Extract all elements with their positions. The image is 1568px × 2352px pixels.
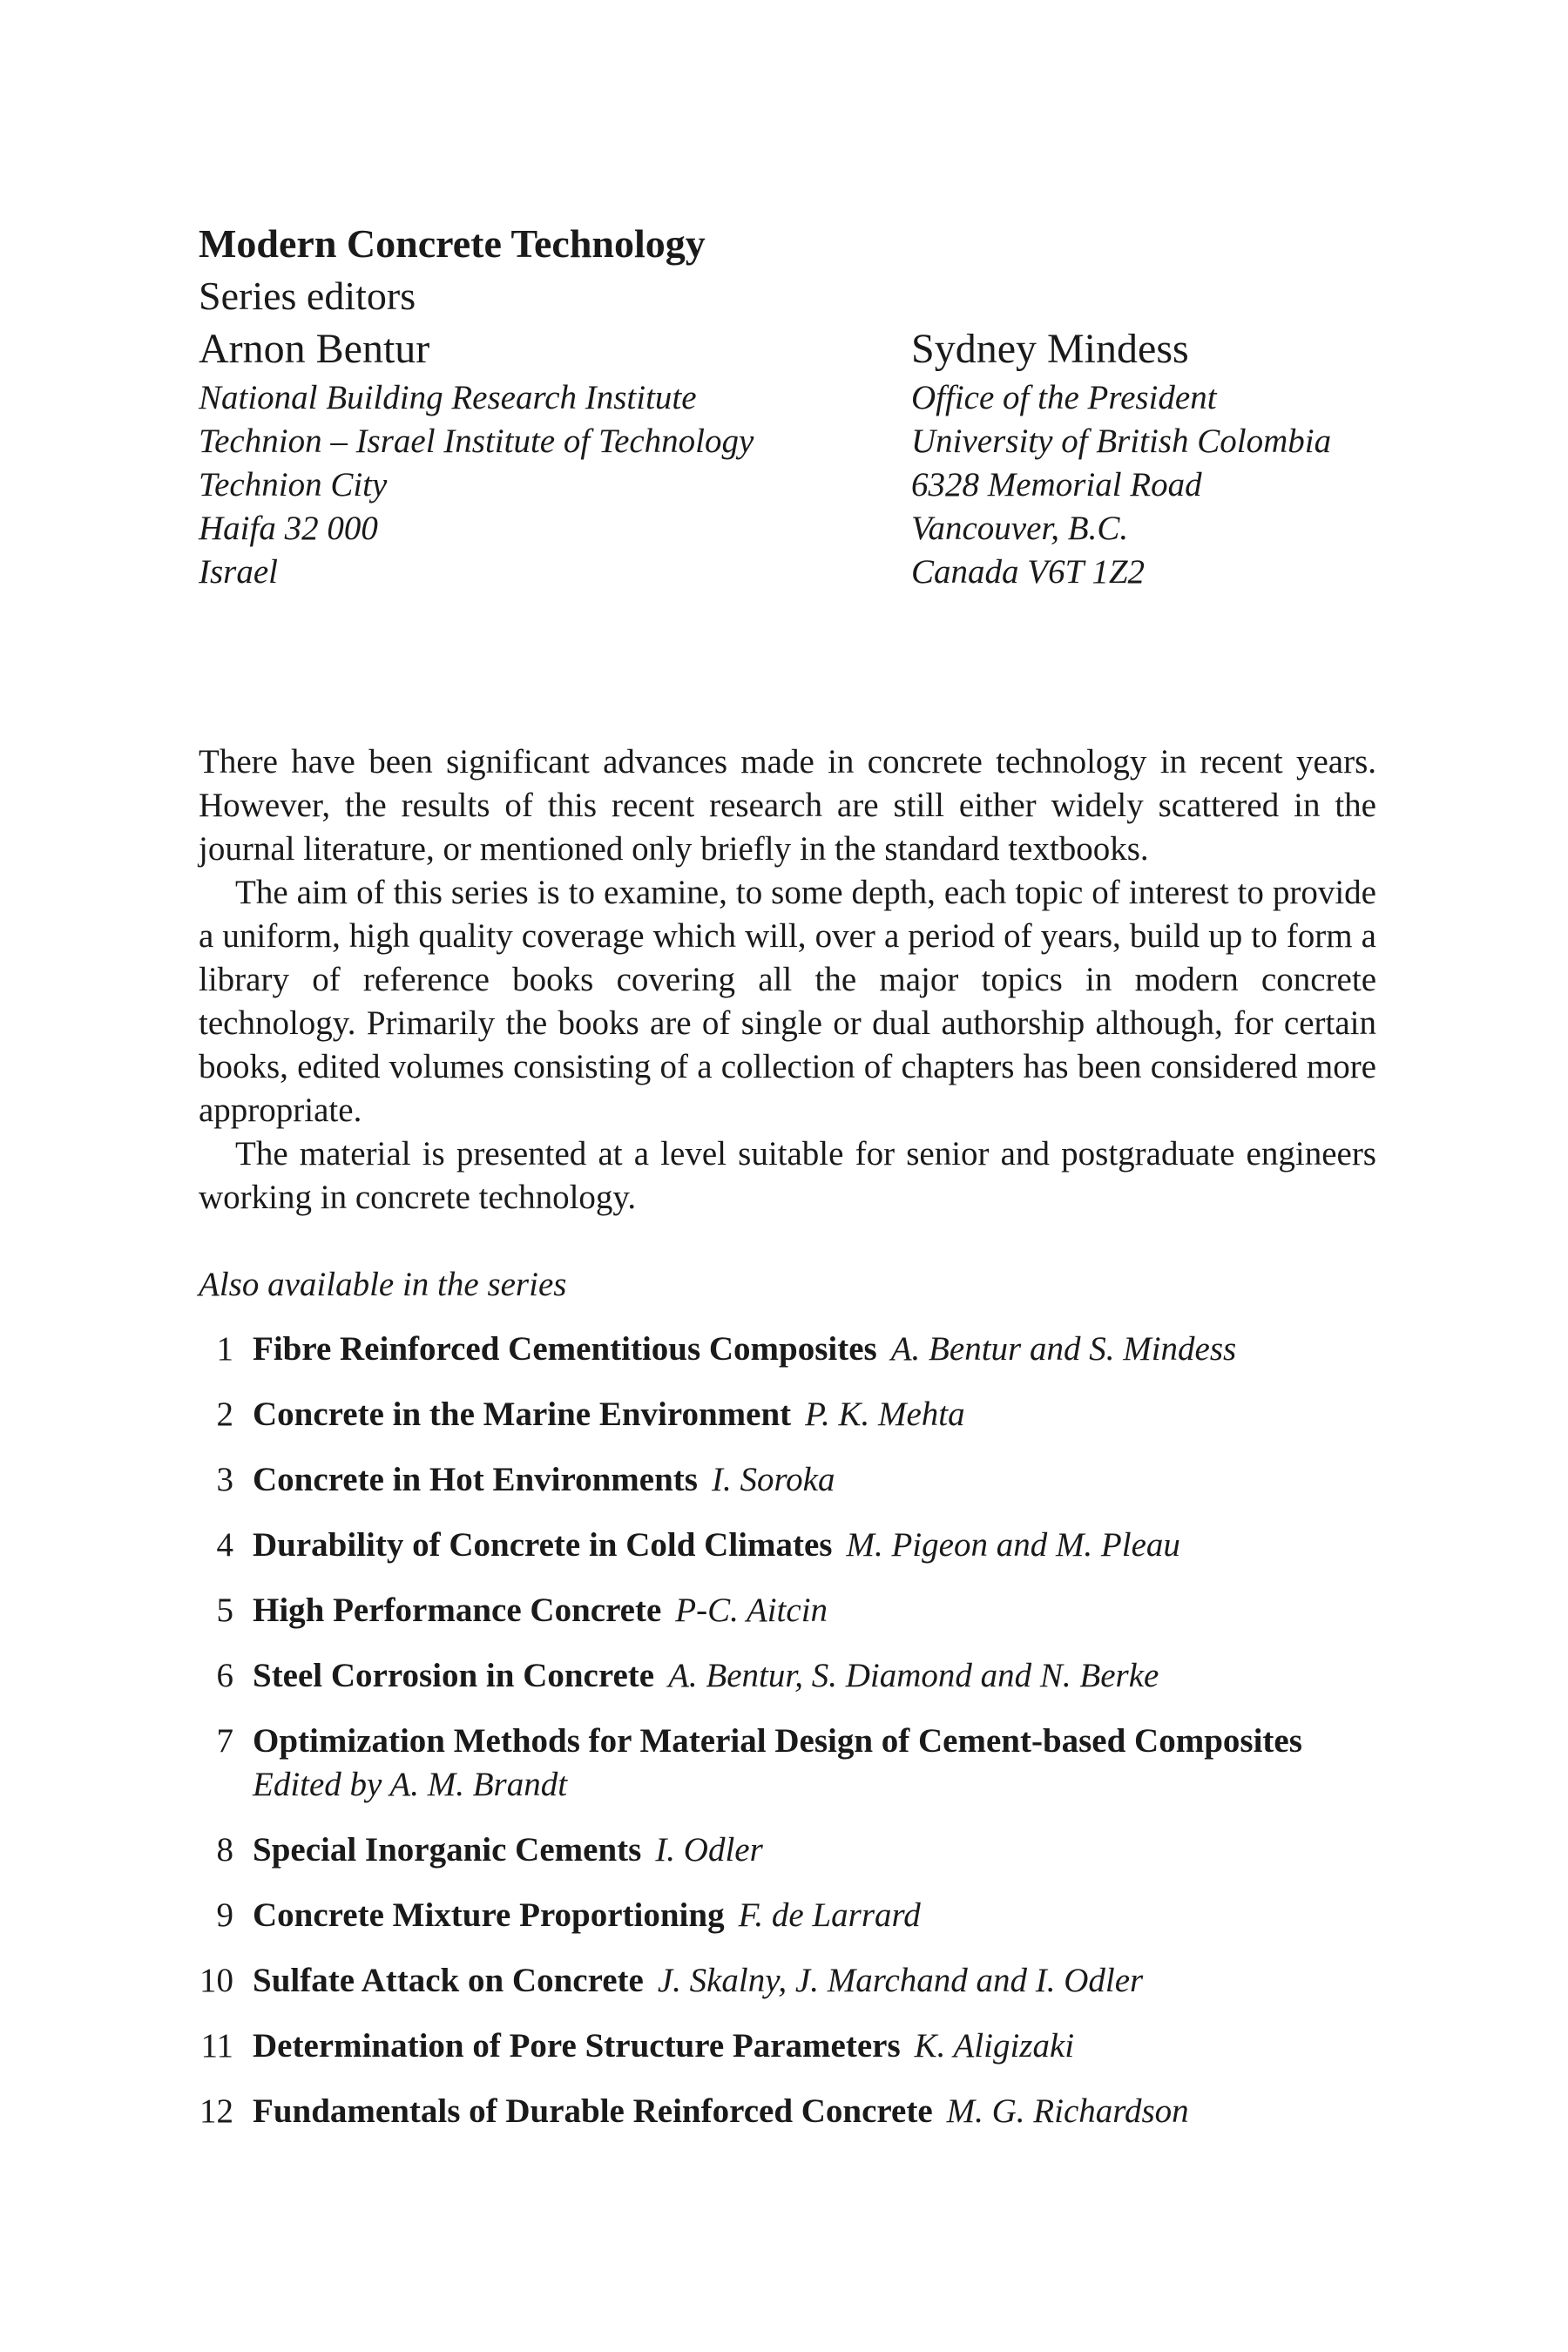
book-title: Special Inorganic Cements (253, 1831, 642, 1869)
editor-name: Arnon Bentur (199, 326, 430, 372)
book-title: Durability of Concrete in Cold Climates (253, 1526, 833, 1564)
book-number: 8 (216, 1831, 233, 1869)
book-item (199, 1959, 1376, 2003)
book-author: A. Bentur and S. Mindess (890, 1330, 1237, 1368)
book-number: 11 (200, 2027, 233, 2065)
series-introduction (199, 740, 1376, 1220)
book-author: M. G. Richardson (946, 2092, 1189, 2130)
book-item (199, 2024, 1376, 2068)
book-item (199, 1894, 1376, 1937)
book-item (199, 1458, 1376, 1502)
intro-paragraph: The material is presented at a level suitable for senior and postgraduate engineers working in concrete technology. (199, 1135, 1376, 1216)
book-number: 3 (216, 1461, 233, 1498)
book-author: K. Aligizaki (914, 2027, 1075, 2065)
book-list (199, 1328, 1376, 2133)
editor-name: Sydney Mindess (911, 326, 1189, 372)
book-title: Steel Corrosion in Concrete (253, 1657, 655, 1694)
book-title: Fibre Reinforced Cementitious Composites (253, 1330, 877, 1368)
editor-address-line: Technion – Israel Institute of Technology (199, 422, 754, 460)
editor-mindess (911, 322, 1331, 594)
book-author: I. Soroka (711, 1461, 835, 1498)
book-title: Determination of Pore Structure Parameters (253, 2027, 901, 2065)
book-author: M. Pigeon and M. Pleau (846, 1526, 1180, 1564)
editor-address-line: Canada V6T 1Z2 (911, 553, 1146, 591)
also-available-label: Also available in the series (199, 1266, 567, 1303)
editor-address-line: National Building Research Institute (199, 379, 697, 416)
book-author: F. de Larrard (738, 1896, 921, 1934)
book-number: 2 (216, 1396, 233, 1433)
book-item (199, 1328, 1376, 1371)
editor-address-line: Office of the President (911, 379, 1217, 416)
book-author: J. Skalny, J. Marchand and I. Odler (657, 1962, 1144, 1999)
series-editors-label: Series editors (199, 274, 416, 318)
book-item (199, 1589, 1376, 1632)
book-title: Sulfate Attack on Concrete (253, 1962, 644, 1999)
book-author: I. Odler (655, 1831, 763, 1869)
book-title: Optimization Methods for Material Design of Cement-based Composites (253, 1722, 1302, 1760)
intro-paragraph: There have been significant advances made in concrete technology in recent years. However, the results of this recent research are still either widely scattered in the journal literature, or mentioned only briefly in the standard textbooks. (199, 743, 1376, 868)
book-title: Concrete Mixture Proportioning (253, 1896, 725, 1934)
book-item (199, 1524, 1376, 1567)
book-author: Edited by A. M. Brandt (253, 1766, 568, 1803)
book-number: 10 (199, 1962, 233, 1999)
book-number: 12 (199, 2092, 233, 2130)
editor-address-line: University of British Colombia (911, 422, 1332, 460)
book-item (199, 1828, 1376, 1872)
book-title: Concrete in the Marine Environment (253, 1396, 792, 1433)
editor-address-line: Technion City (199, 466, 388, 504)
editor-address-line: Vancouver, B.C. (911, 510, 1129, 547)
book-item (199, 1654, 1376, 1698)
editor-bentur (199, 322, 754, 594)
book-author: A. Bentur, S. Diamond and N. Berke (668, 1657, 1159, 1694)
book-author: P-C. Aitcin (675, 1592, 828, 1629)
book-item (199, 1393, 1376, 1436)
intro-paragraph: The aim of this series is to examine, to some depth, each topic of interest to provide a uniform, high quality coverage which will, over a period of years, build up to form a library of reference books covering all the major topics in modern concrete technology. Primarily the books are of single or dual authorship although, for certain books, edited volumes consisting of a collection of chapters has been considered more appropriate. (199, 874, 1376, 1129)
series-page (199, 218, 1376, 2155)
editor-address-line: 6328 Memorial Road (911, 466, 1202, 504)
book-number: 7 (216, 1722, 233, 1760)
book-title: Concrete in Hot Environments (253, 1461, 698, 1498)
book-title: High Performance Concrete (253, 1592, 662, 1629)
book-item (199, 1720, 1376, 1807)
book-title: Fundamentals of Durable Reinforced Concrete (253, 2092, 933, 2130)
series-title: Modern Concrete Technology (199, 221, 706, 266)
book-number: 5 (216, 1592, 233, 1629)
editor-address-line: Israel (199, 553, 278, 591)
editors-block (199, 322, 1376, 591)
book-author: P. K. Mehta (805, 1396, 965, 1433)
book-number: 6 (216, 1657, 233, 1694)
book-number: 1 (216, 1330, 233, 1368)
editor-address-line: Haifa 32 000 (199, 510, 378, 547)
book-number: 4 (216, 1526, 233, 1564)
book-item (199, 2090, 1376, 2133)
book-number: 9 (216, 1896, 233, 1934)
